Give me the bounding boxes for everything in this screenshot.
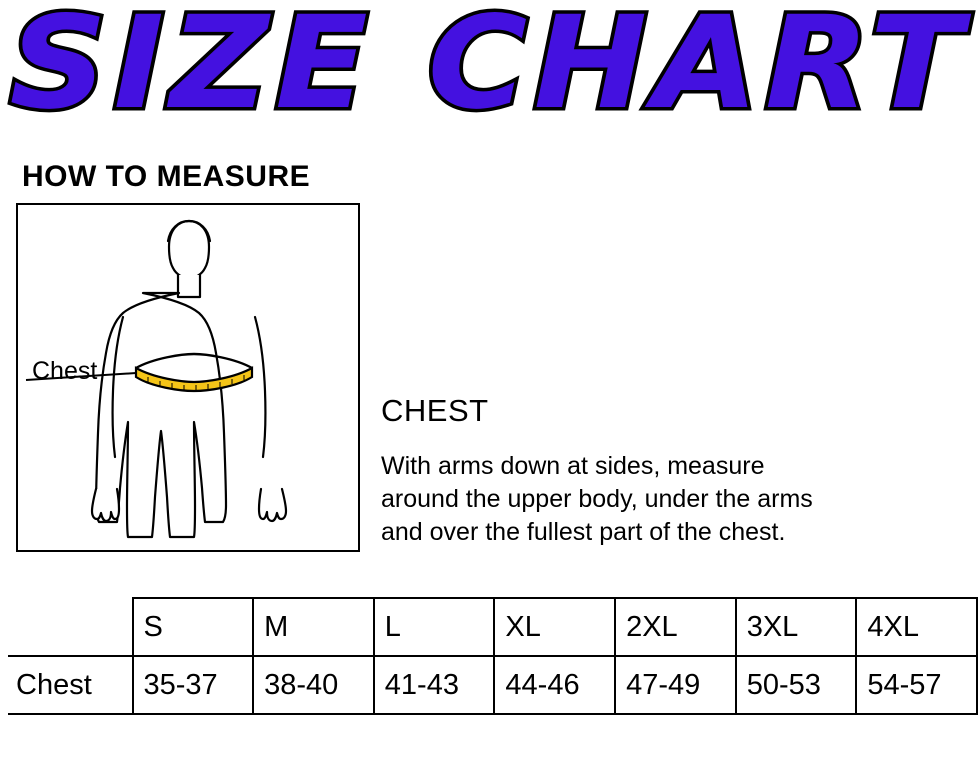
table-row-label-chest: Chest xyxy=(8,656,133,714)
table-cell-chest-3xl: 50-53 xyxy=(736,656,857,714)
chest-figure-caption: Chest xyxy=(32,357,98,385)
table-corner-cell xyxy=(8,598,133,656)
table-cell-chest-4xl: 54-57 xyxy=(856,656,977,714)
table-cell-chest-xl: 44-46 xyxy=(494,656,615,714)
description-line-1: With arms down at sides, measure xyxy=(381,452,765,480)
table-header-4xl: 4XL xyxy=(856,598,977,656)
table-header-s: S xyxy=(133,598,254,656)
table-header-3xl: 3XL xyxy=(736,598,857,656)
description-line-3: and over the fullest part of the chest. xyxy=(381,518,786,546)
table-cell-chest-2xl: 47-49 xyxy=(615,656,736,714)
table-header-m: M xyxy=(253,598,374,656)
table-row-chest xyxy=(8,656,977,714)
table-row-sizes xyxy=(8,598,977,656)
description-line-2: around the upper body, under the arms xyxy=(381,485,813,513)
page-title-banner xyxy=(0,0,978,144)
table-cell-chest-l: 41-43 xyxy=(374,656,495,714)
table-header-2xl: 2XL xyxy=(615,598,736,656)
table-header-xl: XL xyxy=(494,598,615,656)
size-table xyxy=(8,597,978,715)
table-cell-chest-m: 38-40 xyxy=(253,656,374,714)
page-title: SIZE CHART xyxy=(9,0,969,138)
table-cell-chest-s: 35-37 xyxy=(133,656,254,714)
how-to-measure-heading: HOW TO MEASURE xyxy=(22,160,311,193)
description-body xyxy=(381,450,978,549)
table-header-l: L xyxy=(374,598,495,656)
description-heading: CHEST xyxy=(381,393,489,428)
